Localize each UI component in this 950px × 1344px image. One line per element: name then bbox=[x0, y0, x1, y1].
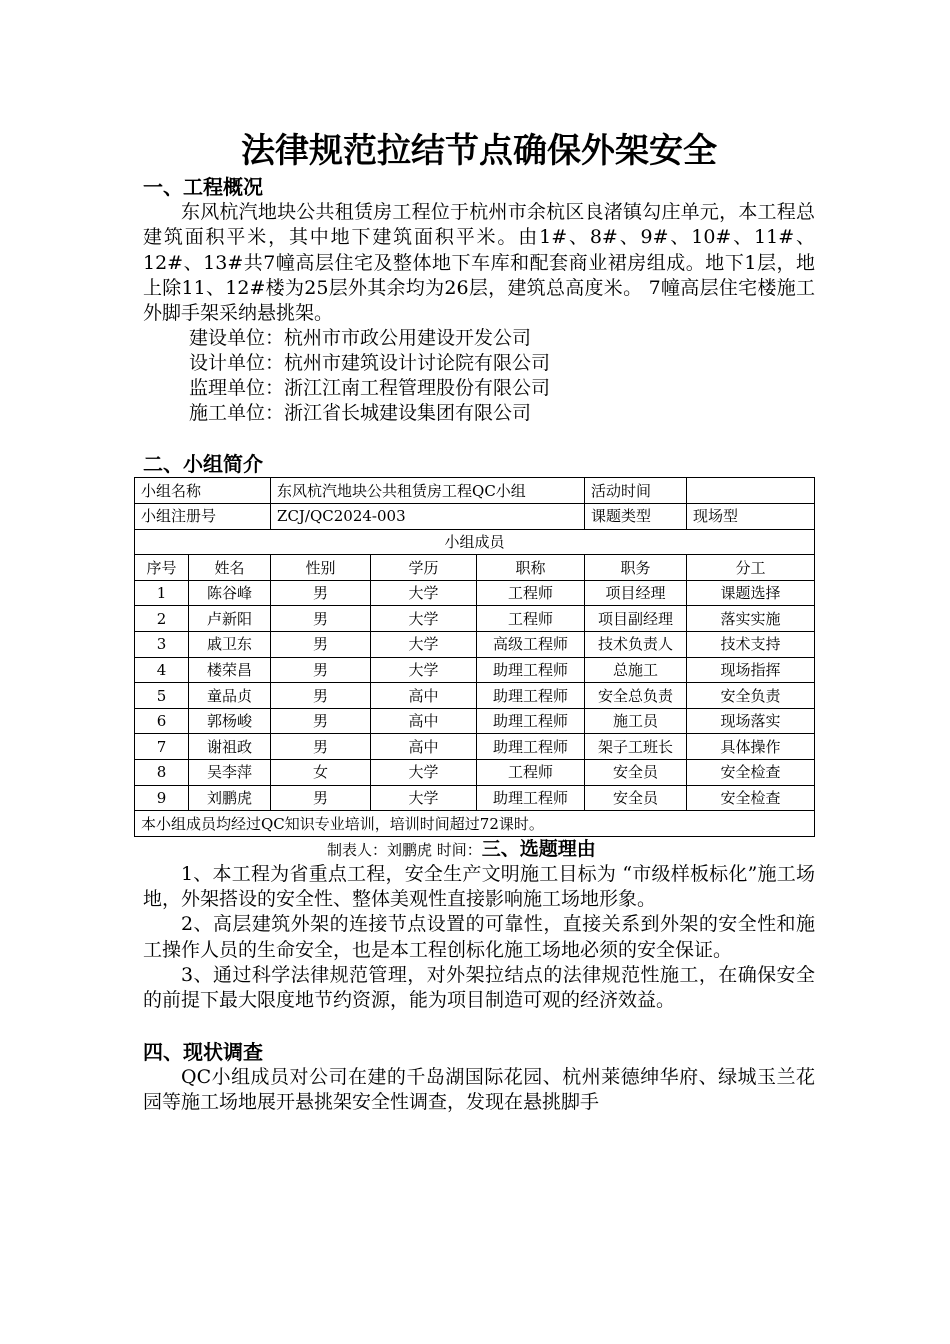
member-cell: 男 bbox=[271, 606, 371, 632]
table-row bbox=[135, 657, 815, 683]
header-cell: 姓名 bbox=[189, 555, 271, 581]
member-cell: 男 bbox=[271, 708, 371, 734]
member-cell: 助理工程师 bbox=[477, 683, 585, 709]
table-row bbox=[135, 504, 815, 530]
member-cell: 大学 bbox=[371, 657, 477, 683]
member-cell: 技术负责人 bbox=[585, 632, 687, 658]
table-row bbox=[135, 708, 815, 734]
member-cell: 3 bbox=[135, 632, 189, 658]
topic-type-value: 现场型 bbox=[687, 504, 815, 530]
table-row bbox=[135, 683, 815, 709]
member-cell: 戚卫东 bbox=[189, 632, 271, 658]
table-row bbox=[135, 632, 815, 658]
member-cell: 男 bbox=[271, 657, 371, 683]
member-cell: 郭杨峻 bbox=[189, 708, 271, 734]
member-cell: 助理工程师 bbox=[477, 785, 585, 811]
member-cell: 安全检查 bbox=[687, 785, 815, 811]
member-cell: 助理工程师 bbox=[477, 657, 585, 683]
unit-construction-owner: 建设单位：杭州市市政公用建设开发公司 bbox=[189, 327, 532, 350]
topic-type-label: 课题类型 bbox=[585, 504, 687, 530]
member-cell: 大学 bbox=[371, 785, 477, 811]
section3-paragraph-3: 3、通过科学法律规范管理，对外架拉结点的法律规范性施工，在确保安全的前提下最大限度地节约资源，能为项目制造可观的经济效益。 bbox=[143, 963, 815, 1012]
document-content bbox=[143, 128, 815, 1115]
member-cell: 9 bbox=[135, 785, 189, 811]
member-cell: 课题选择 bbox=[687, 580, 815, 606]
member-cell: 陈谷峰 bbox=[189, 580, 271, 606]
member-cell: 工程师 bbox=[477, 580, 585, 606]
member-cell: 施工员 bbox=[585, 708, 687, 734]
member-cell: 具体操作 bbox=[687, 734, 815, 760]
group-name-label: 小组名称 bbox=[135, 478, 271, 504]
member-cell: 安全负责 bbox=[687, 683, 815, 709]
table-note: 本小组成员均经过QC知识专业培训，培训时间超过72课时。 bbox=[135, 811, 815, 837]
section3-heading: 三、选题理由 bbox=[481, 837, 596, 860]
member-rows bbox=[135, 580, 815, 810]
member-cell: 架子工班长 bbox=[585, 734, 687, 760]
member-cell: 刘鹏虎 bbox=[189, 785, 271, 811]
member-cell: 高级工程师 bbox=[477, 632, 585, 658]
member-cell: 卢新阳 bbox=[189, 606, 271, 632]
member-cell: 项目副经理 bbox=[585, 606, 687, 632]
member-cell: 4 bbox=[135, 657, 189, 683]
member-cell: 项目经理 bbox=[585, 580, 687, 606]
header-cell: 职称 bbox=[477, 555, 585, 581]
header-cell: 性别 bbox=[271, 555, 371, 581]
member-cell: 工程师 bbox=[477, 606, 585, 632]
section3-paragraph-1: 1、本工程为省重点工程，安全生产文明施工目标为 “市级样板标化”施工场地，外架搭设的安全性、整体美观性直接影响施工场地形象。 bbox=[143, 862, 815, 911]
section1-heading: 一、工程概况 bbox=[143, 175, 263, 199]
member-cell: 现场落实 bbox=[687, 708, 815, 734]
member-cell: 总施工 bbox=[585, 657, 687, 683]
member-cell: 高中 bbox=[371, 708, 477, 734]
member-cell: 女 bbox=[271, 760, 371, 786]
member-cell: 男 bbox=[271, 683, 371, 709]
member-cell: 技术支持 bbox=[687, 632, 815, 658]
section4-paragraph: QC小组成员对公司在建的千岛湖国际花园、杭州莱德绅华府、绿城玉兰花园等施工场地展开悬挑架安全性调查，发现在悬挑脚手 bbox=[143, 1065, 815, 1113]
spacer bbox=[143, 426, 815, 451]
member-cell: 安全员 bbox=[585, 785, 687, 811]
prepared-by-line bbox=[143, 837, 815, 862]
group-name-value: 东风杭汽地块公共租赁房工程QC小组 bbox=[271, 478, 585, 504]
header-cell: 职务 bbox=[585, 555, 687, 581]
member-cell: 男 bbox=[271, 785, 371, 811]
member-cell: 大学 bbox=[371, 580, 477, 606]
member-cell: 5 bbox=[135, 683, 189, 709]
activity-time-value bbox=[687, 478, 815, 504]
member-cell: 男 bbox=[271, 580, 371, 606]
activity-time-label: 活动时间 bbox=[585, 478, 687, 504]
member-cell: 助理工程师 bbox=[477, 708, 585, 734]
member-cell: 1 bbox=[135, 580, 189, 606]
member-cell: 工程师 bbox=[477, 760, 585, 786]
table-row bbox=[135, 529, 815, 555]
members-title: 小组成员 bbox=[135, 529, 815, 555]
table-row bbox=[135, 734, 815, 760]
member-cell: 助理工程师 bbox=[477, 734, 585, 760]
member-cell: 大学 bbox=[371, 632, 477, 658]
member-cell: 大学 bbox=[371, 760, 477, 786]
table-row bbox=[135, 606, 815, 632]
group-info-table bbox=[134, 477, 815, 836]
member-cell: 吴李萍 bbox=[189, 760, 271, 786]
member-cell: 落实实施 bbox=[687, 606, 815, 632]
document-title: 法律规范拉结节点确保外架安全 bbox=[241, 131, 717, 171]
member-cell: 男 bbox=[271, 734, 371, 760]
table-row bbox=[135, 760, 815, 786]
member-cell: 安全总负责 bbox=[585, 683, 687, 709]
header-cell: 序号 bbox=[135, 555, 189, 581]
member-cell: 高中 bbox=[371, 734, 477, 760]
unit-designer: 设计单位：杭州市建筑设计讨论院有限公司 bbox=[189, 352, 551, 375]
table-row bbox=[135, 785, 815, 811]
table-header-row bbox=[135, 555, 815, 581]
member-cell: 安全检查 bbox=[687, 760, 815, 786]
member-cell: 男 bbox=[271, 632, 371, 658]
member-cell: 8 bbox=[135, 760, 189, 786]
member-cell: 2 bbox=[135, 606, 189, 632]
member-cell: 楼荣昌 bbox=[189, 657, 271, 683]
member-cell: 谢祖政 bbox=[189, 734, 271, 760]
table-row bbox=[135, 580, 815, 606]
prepared-by: 制表人：刘鹏虎 时间： bbox=[327, 840, 482, 859]
member-cell: 童品贞 bbox=[189, 683, 271, 709]
table-row bbox=[135, 811, 815, 837]
member-cell: 7 bbox=[135, 734, 189, 760]
spacer bbox=[143, 1014, 815, 1039]
member-cell: 高中 bbox=[371, 683, 477, 709]
section3-paragraph-2: 2、高层建筑外架的连接节点设置的可靠性，直接关系到外架的安全性和施工操作人员的生命安全，也是本工程创标化施工场地必须的安全保证。 bbox=[143, 913, 815, 961]
reg-no-value: ZCJ/QC2024-003 bbox=[271, 504, 585, 530]
table-row bbox=[135, 478, 815, 504]
member-cell: 大学 bbox=[371, 606, 477, 632]
member-cell: 6 bbox=[135, 708, 189, 734]
unit-contractor: 施工单位：浙江省长城建设集团有限公司 bbox=[189, 402, 532, 425]
reg-no-label: 小组注册号 bbox=[135, 504, 271, 530]
section2-heading: 二、小组简介 bbox=[143, 452, 263, 477]
unit-supervisor: 监理单位：浙江江南工程管理股份有限公司 bbox=[189, 377, 551, 400]
section4-heading: 四、现状调查 bbox=[143, 1039, 263, 1064]
section1-paragraph: 东风杭汽地块公共租赁房工程位于杭州市余杭区良渚镇勾庄单元，本工程总建筑面积平米，其中地下建筑面积平米。由1#、8#、9#、10#、11#、12#、13#共7幢高层住宅及整体地下车库和配套商业裙房组成。地下1层，地上除11、12#楼为25层外其余均为26层，建筑总高度米。 7幢高层住宅楼施工外脚手架采纳悬挑架。 bbox=[143, 201, 815, 325]
member-cell: 现场指挥 bbox=[687, 657, 815, 683]
header-cell: 分工 bbox=[687, 555, 815, 581]
member-cell: 安全员 bbox=[585, 760, 687, 786]
header-cell: 学历 bbox=[371, 555, 477, 581]
